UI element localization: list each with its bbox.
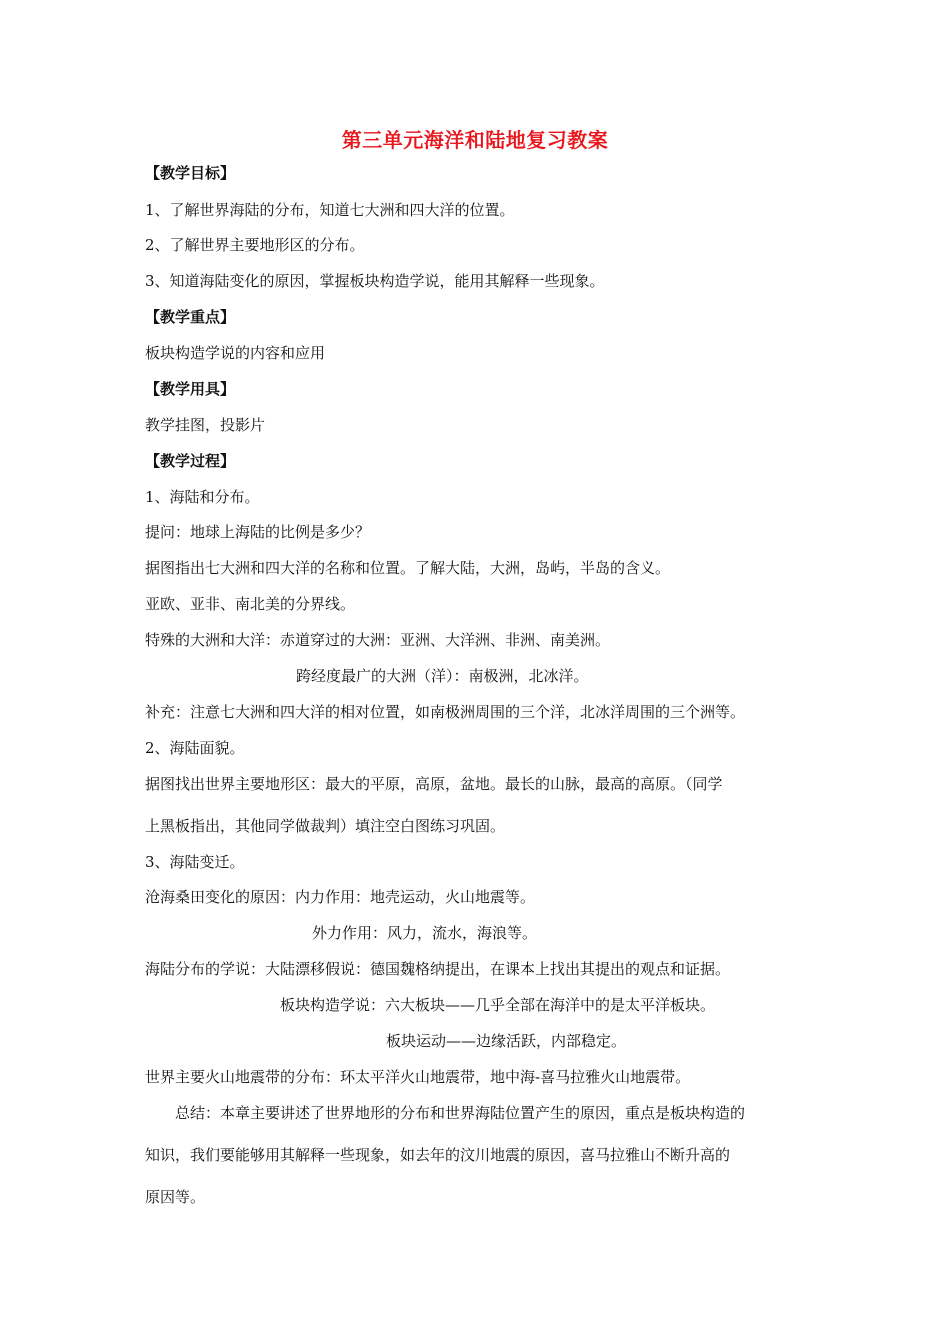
process-line: 原因等。 — [145, 1188, 206, 1206]
document-title: 第三单元海洋和陆地复习教案 — [341, 128, 609, 152]
key-points-text: 板块构造学说的内容和应用 — [145, 344, 326, 362]
process-line: 2、海陆面貌。 — [145, 739, 245, 757]
process-line: 据图指出七大洲和四大洋的名称和位置。了解大陆，大洲，岛屿，半岛的含义。 — [145, 559, 671, 577]
process-line: 上黑板指出，其他同学做裁判）填注空白图练习巩固。 — [145, 817, 506, 835]
objective-item: 2、了解世界主要地形区的分布。 — [145, 236, 365, 254]
process-line: 据图找出世界主要地形区：最大的平原，高原，盆地。最长的山脉，最高的高原。（同学 — [145, 775, 723, 793]
process-line: 提问：地球上海陆的比例是多少？ — [145, 523, 371, 541]
process-line: 1、海陆和分布。 — [145, 488, 260, 506]
process-line: 知识，我们要能够用其解释一些现象，如去年的汶川地震的原因，喜马拉雅山不断升高的 — [145, 1146, 731, 1164]
objectives-heading: 【教学目标】 — [145, 164, 236, 182]
process-line: 沧海桑田变化的原因：内力作用：地壳运动，火山地震等。 — [145, 888, 536, 906]
process-line: 3、海陆变迁。 — [145, 853, 245, 871]
process-line: 海陆分布的学说：大陆漂移假说：德国魏格纳提出，在课本上找出其提出的观点和证据。 — [145, 960, 731, 978]
tools-text: 教学挂图，投影片 — [145, 416, 266, 434]
process-line: 世界主要火山地震带的分布：环太平洋火山地震带，地中海-喜马拉雅火山地震带。 — [145, 1068, 691, 1086]
process-line: 外力作用：风力，流水，海浪等。 — [312, 924, 538, 942]
key-points-heading: 【教学重点】 — [145, 308, 236, 326]
process-line: 特殊的大洲和大洋：赤道穿过的大洲：亚洲、大洋洲、非洲、南美洲。 — [145, 631, 611, 649]
process-line: 补充：注意七大洲和四大洋的相对位置，如南极洲周围的三个洋，北冰洋周围的三个洲等。 — [145, 703, 746, 721]
process-line: 板块运动——边缘活跃，内部稳定。 — [386, 1032, 627, 1050]
objective-item: 1、了解世界海陆的分布，知道七大洲和四大洋的位置。 — [145, 201, 515, 219]
process-line: 板块构造学说：六大板块——几乎全部在海洋中的是太平洋板块。 — [280, 996, 716, 1014]
process-line: 总结：本章主要讲述了世界地形的分布和世界海陆位置产生的原因，重点是板块构造的 — [175, 1104, 746, 1122]
process-heading: 【教学过程】 — [145, 452, 236, 470]
objective-item: 3、知道海陆变化的原因，掌握板块构造学说，能用其解释一些现象。 — [145, 272, 605, 290]
process-line: 亚欧、亚非、南北美的分界线。 — [145, 595, 356, 613]
tools-heading: 【教学用具】 — [145, 380, 236, 398]
process-line: 跨经度最广的大洲（洋）：南极洲，北冰洋。 — [296, 667, 589, 685]
